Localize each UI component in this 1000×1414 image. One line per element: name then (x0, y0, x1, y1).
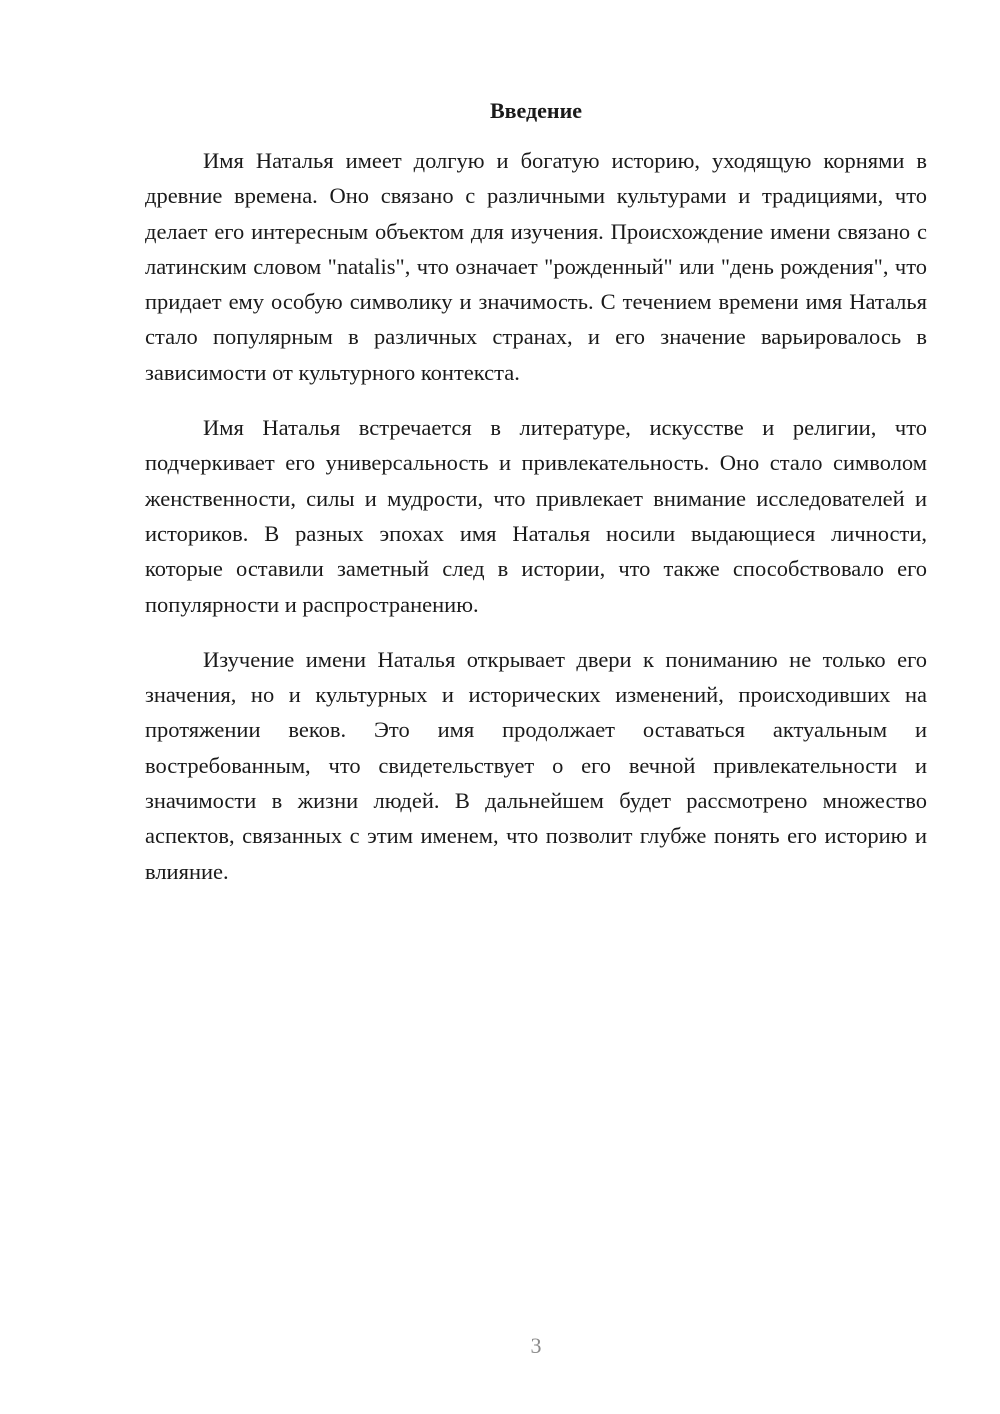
paragraph: Имя Наталья имеет долгую и богатую историю, уходящую корнями в древние времена. Оно связано с различными культурами и традициями, что делает его интересным объектом для изучения. Происхождение имени связано с латинским словом "natalis", что означает "рожденный" или "день рождения", что придает ему особую символику и значимость. С течением времени имя Наталья стало популярным в различных странах, и его значение варьировалось в зависимости от культурного контекста. (145, 148, 927, 385)
paragraph: Имя Наталья встречается в литературе, искусстве и религии, что подчеркивает его универсальность и привлекательность. Оно стало символом женственности, силы и мудрости, что привлекает внимание исследователей и историков. В разных эпохах имя Наталья носили выдающиеся личности, которые оставили заметный след в истории, что также способствовало его популярности и распространению. (145, 415, 927, 617)
section-body (145, 143, 927, 909)
page-number: 3 (530, 1333, 542, 1358)
section-title: Введение (489, 98, 583, 123)
paragraph: Изучение имени Наталья открывает двери к пониманию не только его значения, но и культурных и исторических изменений, происходивших на протяжении веков. Это имя продолжает оставаться актуальным и востребованным, что свидетельствует о его вечной привлекательности и значимости в жизни людей. В дальнейшем будет рассмотрено множество аспектов, связанных с этим именем, что позволит глубже понять его историю и влияние. (145, 646, 927, 884)
